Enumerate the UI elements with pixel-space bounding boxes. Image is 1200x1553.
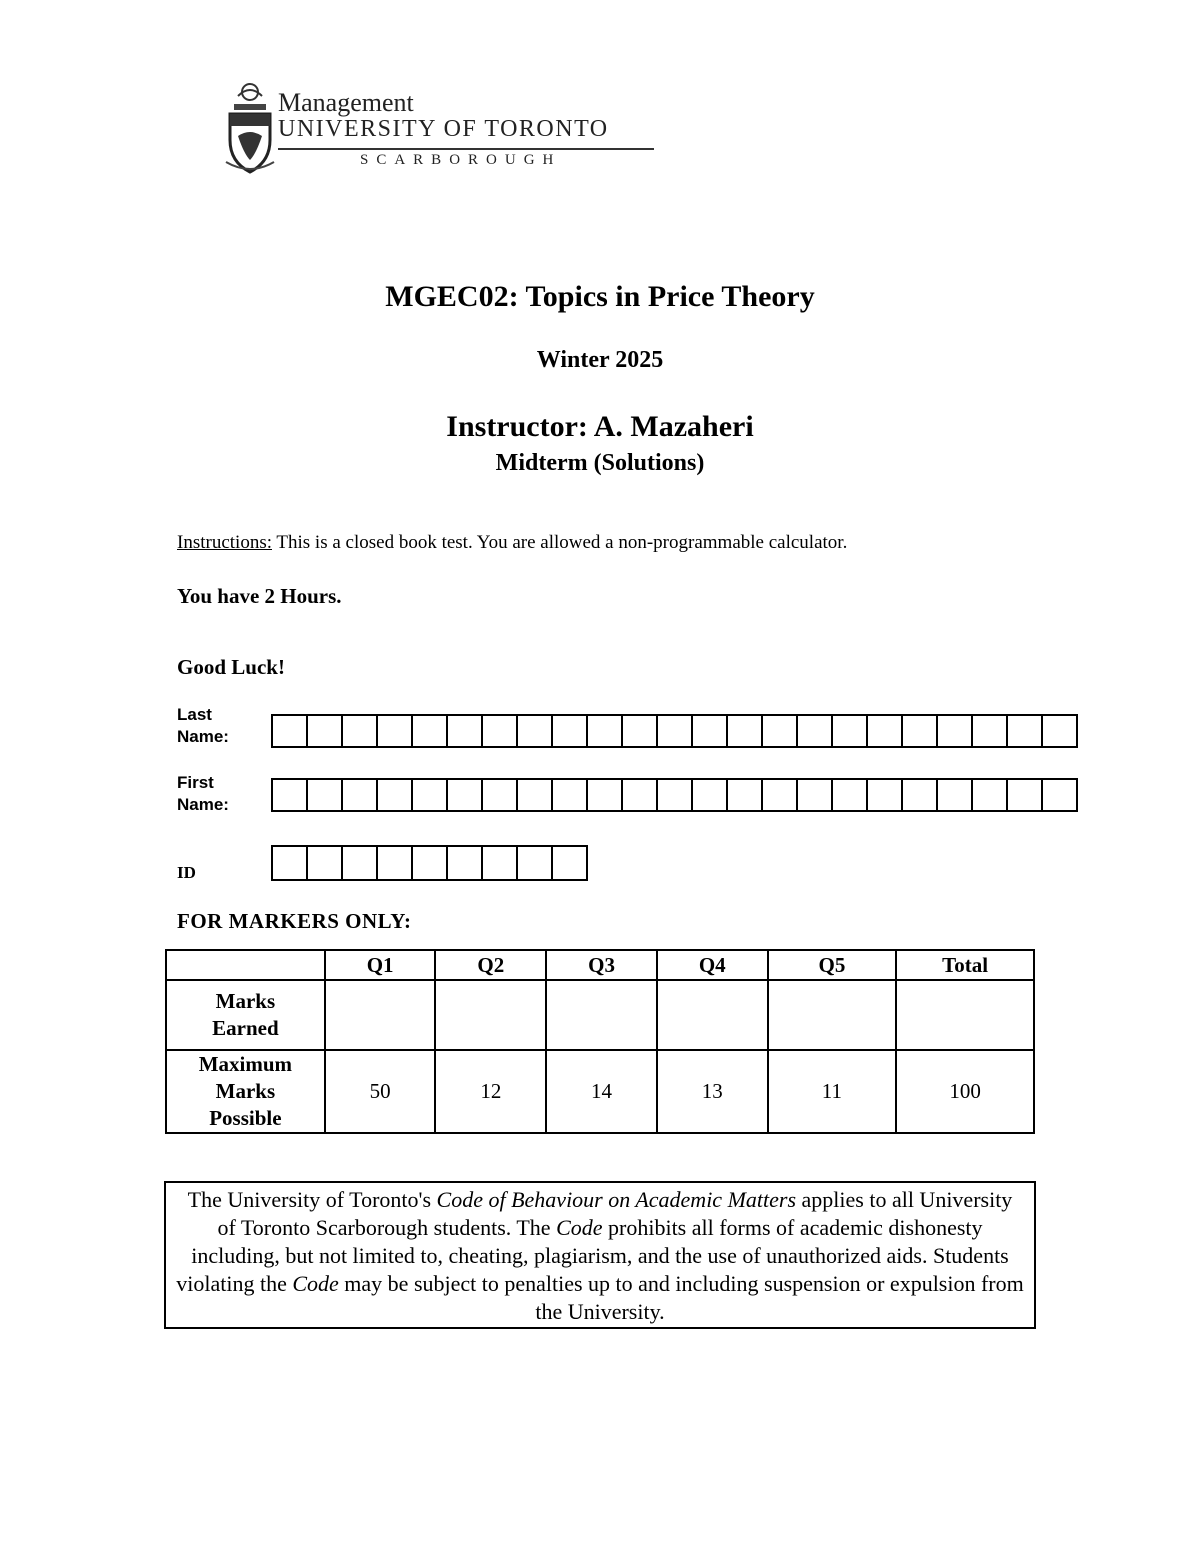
letter-box[interactable]: [553, 714, 588, 748]
letter-box[interactable]: [623, 714, 658, 748]
letter-box[interactable]: [798, 778, 833, 812]
university-logo: [222, 80, 662, 180]
letter-box[interactable]: [308, 714, 343, 748]
letter-box[interactable]: [938, 778, 973, 812]
letter-box[interactable]: [588, 714, 623, 748]
letter-box[interactable]: [1043, 714, 1078, 748]
letter-box[interactable]: [623, 778, 658, 812]
marks-earned-label-line1: Marks: [215, 989, 276, 1013]
course-title: MGEC02: Topics in Price Theory: [385, 280, 815, 313]
letter-box[interactable]: [798, 714, 833, 748]
letter-box[interactable]: [448, 778, 483, 812]
letter-box[interactable]: [728, 714, 763, 748]
instructions-text: This is a closed book test. You are allowed a non-programmable calculator.: [272, 532, 848, 553]
last-name-label-line2: Name:: [177, 727, 229, 746]
instructions-label: Instructions:: [177, 532, 272, 553]
marks-earned-label: [166, 980, 325, 1050]
letter-box[interactable]: [833, 778, 868, 812]
marks-earned-cell[interactable]: [435, 980, 546, 1050]
notice-text: The University of Toronto's: [187, 1187, 437, 1212]
notice-text: prohibits all forms of academic dishonesty including, but not limited to, cheating, plagiarism, and the use of unauthorized aids. Students violating the: [176, 1215, 1009, 1296]
max-marks-cell: 13: [657, 1050, 768, 1133]
letter-box[interactable]: [868, 778, 903, 812]
letter-box[interactable]: [483, 845, 518, 881]
notice-italic-code: Code: [556, 1215, 603, 1240]
first-name-boxes[interactable]: [271, 778, 1078, 812]
letter-box[interactable]: [658, 778, 693, 812]
letter-box[interactable]: [518, 778, 553, 812]
marks-earned-cell[interactable]: [896, 980, 1034, 1050]
table-row: [166, 980, 1034, 1050]
letter-box[interactable]: [903, 778, 938, 812]
last-name-label: [177, 704, 229, 748]
term: Winter 2025: [536, 347, 664, 373]
letter-box[interactable]: [308, 845, 343, 881]
max-marks-cell: 50: [325, 1050, 436, 1133]
markers-heading: FOR MARKERS ONLY:: [177, 909, 412, 933]
letter-box[interactable]: [343, 714, 378, 748]
letter-box[interactable]: [518, 714, 553, 748]
notice-italic-code: Code: [292, 1271, 339, 1296]
table-header: Q5: [768, 950, 897, 980]
marks-earned-label-line2: Earned: [212, 1016, 279, 1040]
letter-box[interactable]: [308, 778, 343, 812]
max-marks-cell: 14: [546, 1050, 657, 1133]
letter-box[interactable]: [763, 778, 798, 812]
max-marks-label-line3: Possible: [209, 1106, 282, 1130]
notice-text: may be subject to penalties up to and including suspension or expulsion from the University.: [338, 1271, 1024, 1324]
last-name-boxes[interactable]: [271, 714, 1078, 748]
logo-divider: [278, 148, 654, 150]
marks-table: [165, 949, 1035, 1134]
letter-box[interactable]: [413, 714, 448, 748]
letter-box[interactable]: [868, 714, 903, 748]
academic-code-notice: [164, 1181, 1036, 1329]
letter-box[interactable]: [378, 845, 413, 881]
instructions: [177, 532, 847, 554]
logo-university-name: UNIVERSITY OF TORONTO: [278, 116, 609, 142]
max-marks-cell: 100: [896, 1050, 1034, 1133]
marks-earned-cell[interactable]: [657, 980, 768, 1050]
marks-earned-cell[interactable]: [768, 980, 897, 1050]
first-name-label-line1: First: [177, 773, 214, 792]
letter-box[interactable]: [693, 714, 728, 748]
marks-earned-cell[interactable]: [546, 980, 657, 1050]
letter-box[interactable]: [273, 778, 308, 812]
letter-box[interactable]: [1008, 714, 1043, 748]
letter-box[interactable]: [658, 714, 693, 748]
max-marks-label-line2: Marks: [215, 1079, 276, 1103]
id-label: ID: [177, 863, 196, 882]
letter-box[interactable]: [448, 845, 483, 881]
notice-italic-code-title: Code of Behaviour on Academic Matters: [436, 1187, 797, 1212]
table-header: [166, 950, 325, 980]
max-marks-label-line1: Maximum: [198, 1052, 293, 1076]
max-marks-cell: 11: [768, 1050, 897, 1133]
letter-box[interactable]: [378, 778, 413, 812]
letter-box[interactable]: [273, 845, 308, 881]
table-row: [166, 1050, 1034, 1133]
letter-box[interactable]: [483, 778, 518, 812]
exam-type: Midterm (Solutions): [495, 450, 705, 476]
id-boxes[interactable]: [271, 845, 588, 881]
letter-box[interactable]: [693, 778, 728, 812]
letter-box[interactable]: [413, 778, 448, 812]
table-header-row: [166, 950, 1034, 980]
table-header: Q3: [546, 950, 657, 980]
letter-box[interactable]: [518, 845, 553, 881]
letter-box[interactable]: [1043, 778, 1078, 812]
letter-box[interactable]: [483, 714, 518, 748]
letter-box[interactable]: [553, 845, 588, 881]
letter-box[interactable]: [378, 714, 413, 748]
table-header: Q2: [435, 950, 546, 980]
logo-campus: SCARBOROUGH: [360, 152, 562, 168]
table-header: Q4: [657, 950, 768, 980]
letter-box[interactable]: [973, 778, 1008, 812]
logo-management: Management: [278, 88, 414, 117]
last-name-label-line1: Last: [177, 705, 212, 724]
letter-box[interactable]: [343, 778, 378, 812]
letter-box[interactable]: [553, 778, 588, 812]
first-name-label: [177, 772, 229, 816]
letter-box[interactable]: [588, 778, 623, 812]
letter-box[interactable]: [763, 714, 798, 748]
marks-earned-cell[interactable]: [325, 980, 436, 1050]
time-allowed: You have 2 Hours.: [177, 584, 342, 608]
max-marks-cell: 12: [435, 1050, 546, 1133]
first-name-label-line2: Name:: [177, 795, 229, 814]
letter-box[interactable]: [343, 845, 378, 881]
letter-box[interactable]: [448, 714, 483, 748]
letter-box[interactable]: [273, 714, 308, 748]
table-header: Total: [896, 950, 1034, 980]
crest-icon: [222, 80, 278, 176]
notice-text: applies to all University of Toronto Scarborough students. The: [217, 1187, 1013, 1240]
letter-box[interactable]: [833, 714, 868, 748]
letter-box[interactable]: [938, 714, 973, 748]
max-marks-label: [166, 1050, 325, 1133]
letter-box[interactable]: [413, 845, 448, 881]
letter-box[interactable]: [903, 714, 938, 748]
table-header: Q1: [325, 950, 436, 980]
instructor: Instructor: A. Mazaheri: [446, 410, 754, 443]
letter-box[interactable]: [728, 778, 763, 812]
letter-box[interactable]: [1008, 778, 1043, 812]
letter-box[interactable]: [973, 714, 1008, 748]
good-luck: Good Luck!: [177, 655, 285, 679]
